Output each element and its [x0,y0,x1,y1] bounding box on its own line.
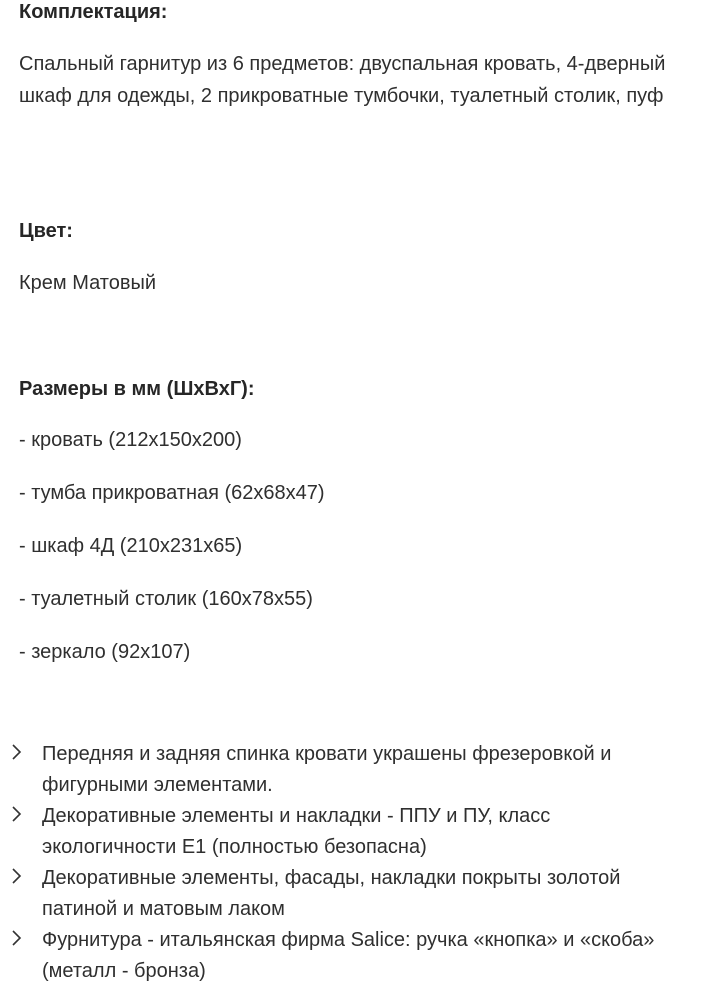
color-heading: Цвет: [19,220,73,242]
feature-item [11,863,681,925]
chevron-right-icon [11,743,23,761]
features-list [11,739,681,987]
chevron-right-icon [11,929,23,947]
dimension-item: - зеркало (92x107) [19,641,191,663]
feature-text: Декоративные элементы и накладки - ППУ и ПУ, класс экологичности Е1 (полностью безопасна) [42,805,551,858]
feature-text: Передняя и задняя спинка кровати украшены фрезеровкой и фигурными элементами. [42,743,612,796]
dimension-item: - шкаф 4Д (210x231x65) [19,535,243,557]
feature-text: Декоративные элементы, фасады, накладки покрыты золотой патиной и матовым лаком [42,867,621,920]
feature-item [11,925,681,987]
dimension-item: - кровать (212x150x200) [19,429,242,451]
feature-text: Фурнитура - итальянская фирма Salice: ручка «кнопка» и «скоба» (металл - бронза) [42,929,655,982]
composition-text: Спальный гарнитур из 6 предметов: двуспальная кровать, 4-дверный шкаф для одежды, 2 прикроватные тумбочки, туалетный столик, пуф [19,53,666,107]
dimensions-heading: Размеры в мм (ШхВхГ): [19,378,255,400]
feature-item [11,739,681,801]
composition-heading: Комплектация: [19,1,168,23]
dimension-item: - туалетный столик (160x78x55) [19,588,313,610]
chevron-right-icon [11,867,23,885]
color-value: Крем Матовый [19,272,157,294]
feature-item [11,801,681,863]
dimension-item: - тумба прикроватная (62x68x47) [19,482,325,504]
chevron-right-icon [11,805,23,823]
